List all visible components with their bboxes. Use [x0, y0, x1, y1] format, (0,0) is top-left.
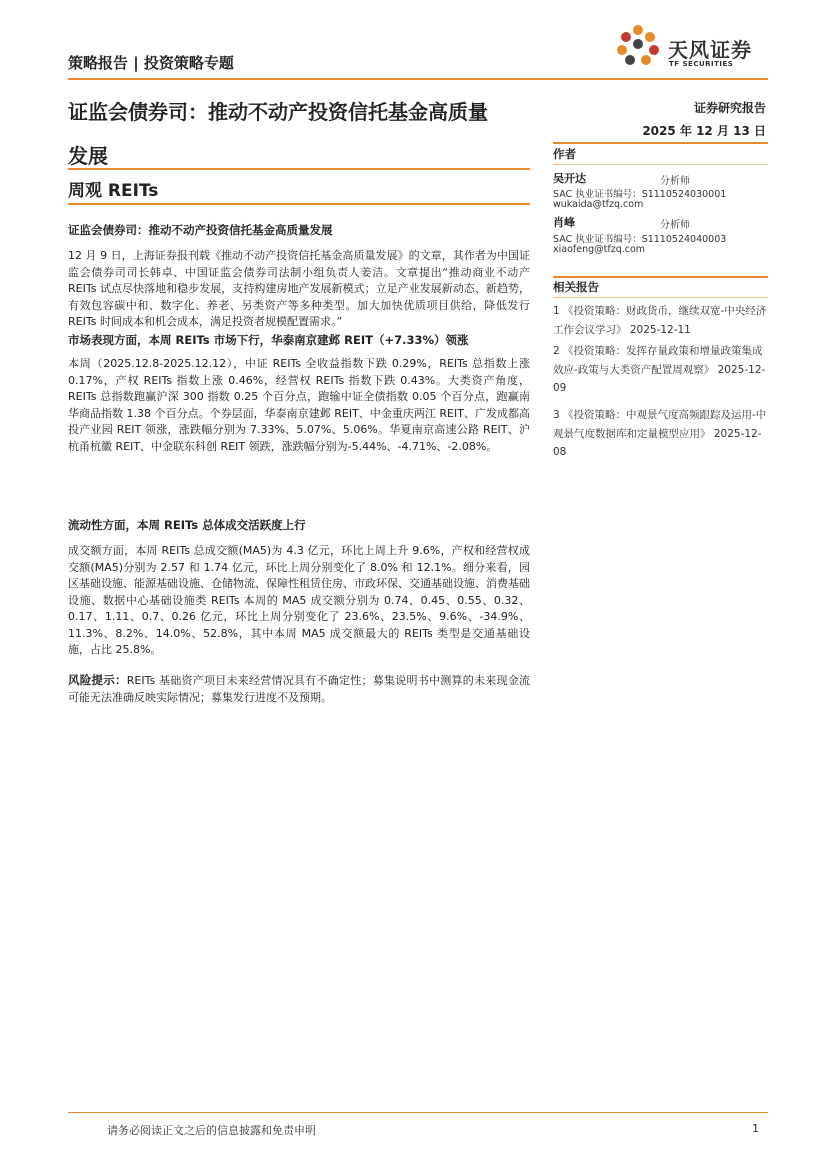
related-heading: 相关报告 — [553, 280, 599, 294]
author-name: 吴开达 — [553, 172, 586, 185]
report-subtitle: 周观 REITs — [68, 181, 159, 201]
section-heading-2: 市场表现方面，本周 REITs 市场下行，华泰南京建邺 REIT（+7.33%）领涨 — [68, 333, 469, 347]
author-sac: SAC 执业证书编号：S1110524040003 — [553, 234, 727, 245]
author-heading: 作者 — [553, 147, 576, 161]
report-title — [68, 90, 538, 178]
risk-warning — [68, 672, 530, 706]
author-email[interactable]: wukaida@tfzq.com — [553, 199, 644, 210]
report-date: 2025 年 12 月 13 日 — [642, 124, 766, 138]
author-divider — [553, 164, 768, 165]
risk-text: REITs 基础资产项目未来经营情况具有不确定性；募集说明书中测算的未来现金流可能无法准确反映实际情况；募集发行进度不及预期。 — [68, 674, 531, 704]
report-type: 证券研究报告 — [693, 101, 766, 115]
author-email[interactable]: xiaofeng@tfzq.com — [553, 244, 646, 255]
page-number: 1 — [752, 1122, 759, 1135]
author-sac: SAC 执业证书编号：S1110524030001 — [553, 189, 727, 200]
header-divider — [68, 78, 768, 80]
related-divider-top — [553, 276, 768, 278]
section-text-3: 成交额方面，本周 REITs 总成交额(MA5)为 4.3 亿元，环比上周上升 9.6%，产权和经营权成交额(MA5)分别为 2.57 和 1.74 亿元，环比上周分别变化了 8.0% 和 12.1%。细分来看，园区基础设施、能源基础设施、仓储物流、保障性租赁住房、市政环保、交通基础设施、消费基础设施、数据中心基础设施类 REITs 本周的 MA5 成交额分别为 0.74、0.45、0.55、0.32、0.17、1.11、0.7、0.26 亿元，环比上周分别变化了 23.6%、23.5%、9.6%、-34.9%、11.3%、8.2%、14.0%、52.8%，其中本周 MA5 成交额最大的 REITs 类型是交通基础设施，占比 25.8%。 — [68, 544, 530, 656]
report-category: 策略报告 | 投资策略专题 — [68, 54, 234, 72]
section-text-2: 本周（2025.12.8-2025.12.12），中证 REITs 全收益指数下跌 0.29%，REITs 总指数上涨 0.17%，产权 REITs 指数上涨 0.46%，经营权 REITs 指数下跌 0.43%。大类资产角度，REITs 总指数跑赢沪深 300 指数 0.25 个百分点，跑输中证全债指数 0.05 个百分点，跑赢南华商品指数 1.38 个百分点。个券层面，华泰南京建邺 REIT、中金重庆两江 REIT、广发成都高投产业园 REIT 领涨，涨跌幅分别为 7.33%、5.07%、5.06%。华夏南京高速公路 REIT、沪杭甬杭徽 REIT、中金联东科创 REIT 领跌，涨跌幅分别为-5.44%、-4.71%、-2.08%。 — [68, 357, 530, 453]
related-divider — [553, 297, 768, 298]
section-heading-3: 流动性方面，本周 REITs 总体成交活跃度上行 — [68, 518, 306, 532]
title-line-2: 发展 — [68, 144, 108, 168]
risk-heading: 风险提示： — [68, 673, 127, 687]
footer-disclaimer: 请务必阅读正文之后的信息披露和免责申明 — [107, 1124, 316, 1137]
section-text-1: 12 月 9 日，上海证券报刊载《推动不动产投资信托基金高质量发展》的文章，其作者为中国证监会债券司司长韩卓、中国证监会债券司法制小组负责人姜洁。文章提出“推动商业不动产 REITs 试点尽快落地和稳步发展，支持构建房地产发展新模式；立足产业发展新动态、新趋势，有效包容碳中和、数字化、养老、另类资产等多种类型。加大加快优质项目供给，降低发行 REITs 时间成本和机会成本，满足投资者规模配置需求。” — [68, 249, 530, 328]
related-report-item[interactable]: 2 《投资策略：发挥存量政策和增量政策集成效应-政策与大类资产配置周观察》 2025-12-09 — [553, 345, 766, 394]
author-role: 分析师 — [660, 220, 690, 231]
related-report-item[interactable]: 1 《投资策略：财政货币，继续双宽-中央经济工作会议学习》 2025-12-11 — [553, 305, 767, 336]
author-name: 肖峰 — [553, 216, 575, 229]
title-divider — [68, 168, 530, 170]
section-heading-1: 证监会债券司：推动不动产投资信托基金高质量发展 — [68, 223, 333, 237]
related-report-item[interactable]: 3 《投资策略：中观景气度高频跟踪及运用-中观景气度数据库和定量模型应用》 2025-12-08 — [553, 409, 767, 458]
footer-divider — [68, 1112, 768, 1113]
subtitle-divider — [68, 203, 530, 205]
logo-flower-icon — [612, 22, 664, 70]
company-logo — [612, 22, 762, 72]
title-line-1: 证监会债券司：推动不动产投资信托基金高质量 — [68, 100, 488, 124]
author-divider-top — [553, 142, 768, 144]
author-role: 分析师 — [660, 176, 690, 187]
logo-text-cn: 天风证券 — [668, 38, 752, 62]
logo-text-en: TF SECURITIES — [669, 60, 734, 68]
